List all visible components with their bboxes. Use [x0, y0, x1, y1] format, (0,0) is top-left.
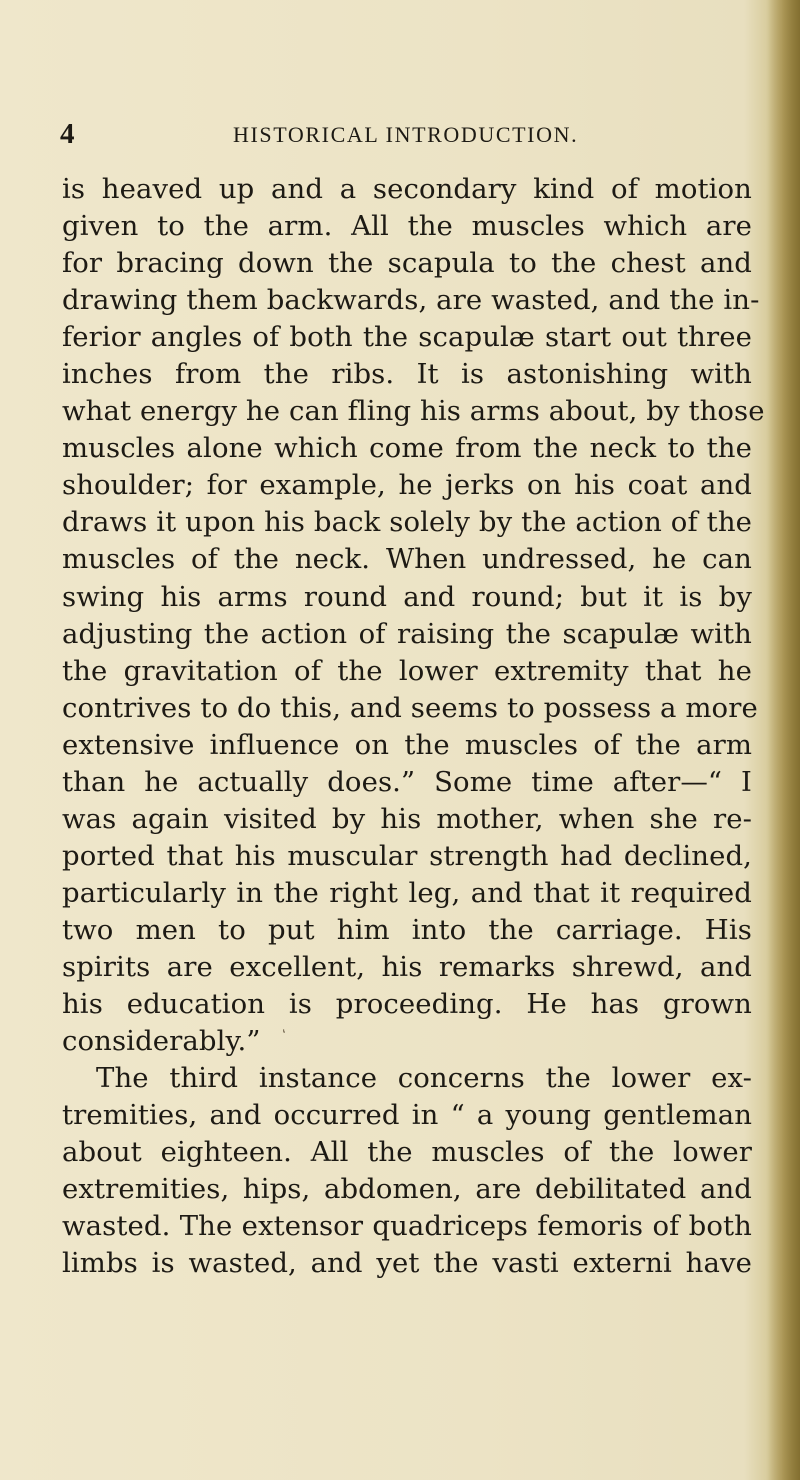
text-line: two men to put him into the carriage. His — [62, 913, 752, 946]
text-line: inches from the ribs. It is astonishing with — [62, 358, 752, 391]
text-line: contrives to do this, and seems to possess a more — [62, 691, 758, 724]
stray-pencil-mark: ʻ — [279, 1027, 293, 1043]
text-line: his education is proceeding. He has grown — [62, 988, 752, 1021]
text-line: was again visited by his mother, when she re- — [62, 802, 752, 835]
text-line: wasted. The extensor quadriceps femoris of both — [62, 1210, 752, 1243]
text-line: extensive influence on the muscles of the arm — [62, 728, 752, 761]
running-title: HISTORICAL INTRODUCTION. — [233, 122, 579, 147]
text-line: spirits are excellent, his remarks shrewd, and — [62, 950, 752, 983]
text-line: drawing them backwards, are wasted, and the in- — [62, 284, 760, 317]
text-line: particularly in the right leg, and that it required — [62, 876, 752, 909]
text-line: tremities, and occurred in “ a young gentleman — [62, 1099, 752, 1132]
text-line: is heaved up and a secondary kind of motion — [62, 173, 752, 205]
text-line: than he actually does.” Some time after—“ I — [62, 765, 752, 798]
text-line: extremities, hips, abdomen, are debilitated and — [62, 1173, 752, 1206]
text-line: shoulder; for example, he jerks on his coat and — [62, 469, 752, 502]
text-line: ferior angles of both the scapulæ start out three — [62, 321, 752, 354]
text-line: given to the arm. All the muscles which are — [62, 210, 752, 243]
text-line: swing his arms round and round; but it is by — [62, 580, 752, 613]
page-header — [60, 118, 760, 154]
text-line: limbs is wasted, and yet the vasti externi have — [62, 1247, 752, 1280]
text-line: muscles of the neck. When undressed, he can — [62, 543, 752, 576]
text-line: draws it upon his back solely by the action of the — [62, 506, 752, 539]
body-text — [62, 171, 765, 1282]
text-line: what energy he can fling his arms about, by those — [62, 395, 765, 428]
text-line: for bracing down the scapula to the chest and — [62, 247, 752, 280]
text-line: considerably.” — [62, 1025, 261, 1058]
text-line: the gravitation of the lower extremity that he — [62, 654, 752, 687]
text-line: ported that his muscular strength had declined, — [62, 839, 752, 872]
text-line: adjusting the action of raising the scapulæ with — [62, 617, 752, 650]
paragraph-first-line: The third instance concerns the lower ex- — [96, 1062, 752, 1095]
page-edge-shadow — [766, 0, 800, 1480]
page-number: 4 — [60, 118, 75, 150]
text-line: muscles alone which come from the neck to the — [62, 432, 752, 465]
text-line: about eighteen. All the muscles of the lower — [62, 1136, 752, 1169]
